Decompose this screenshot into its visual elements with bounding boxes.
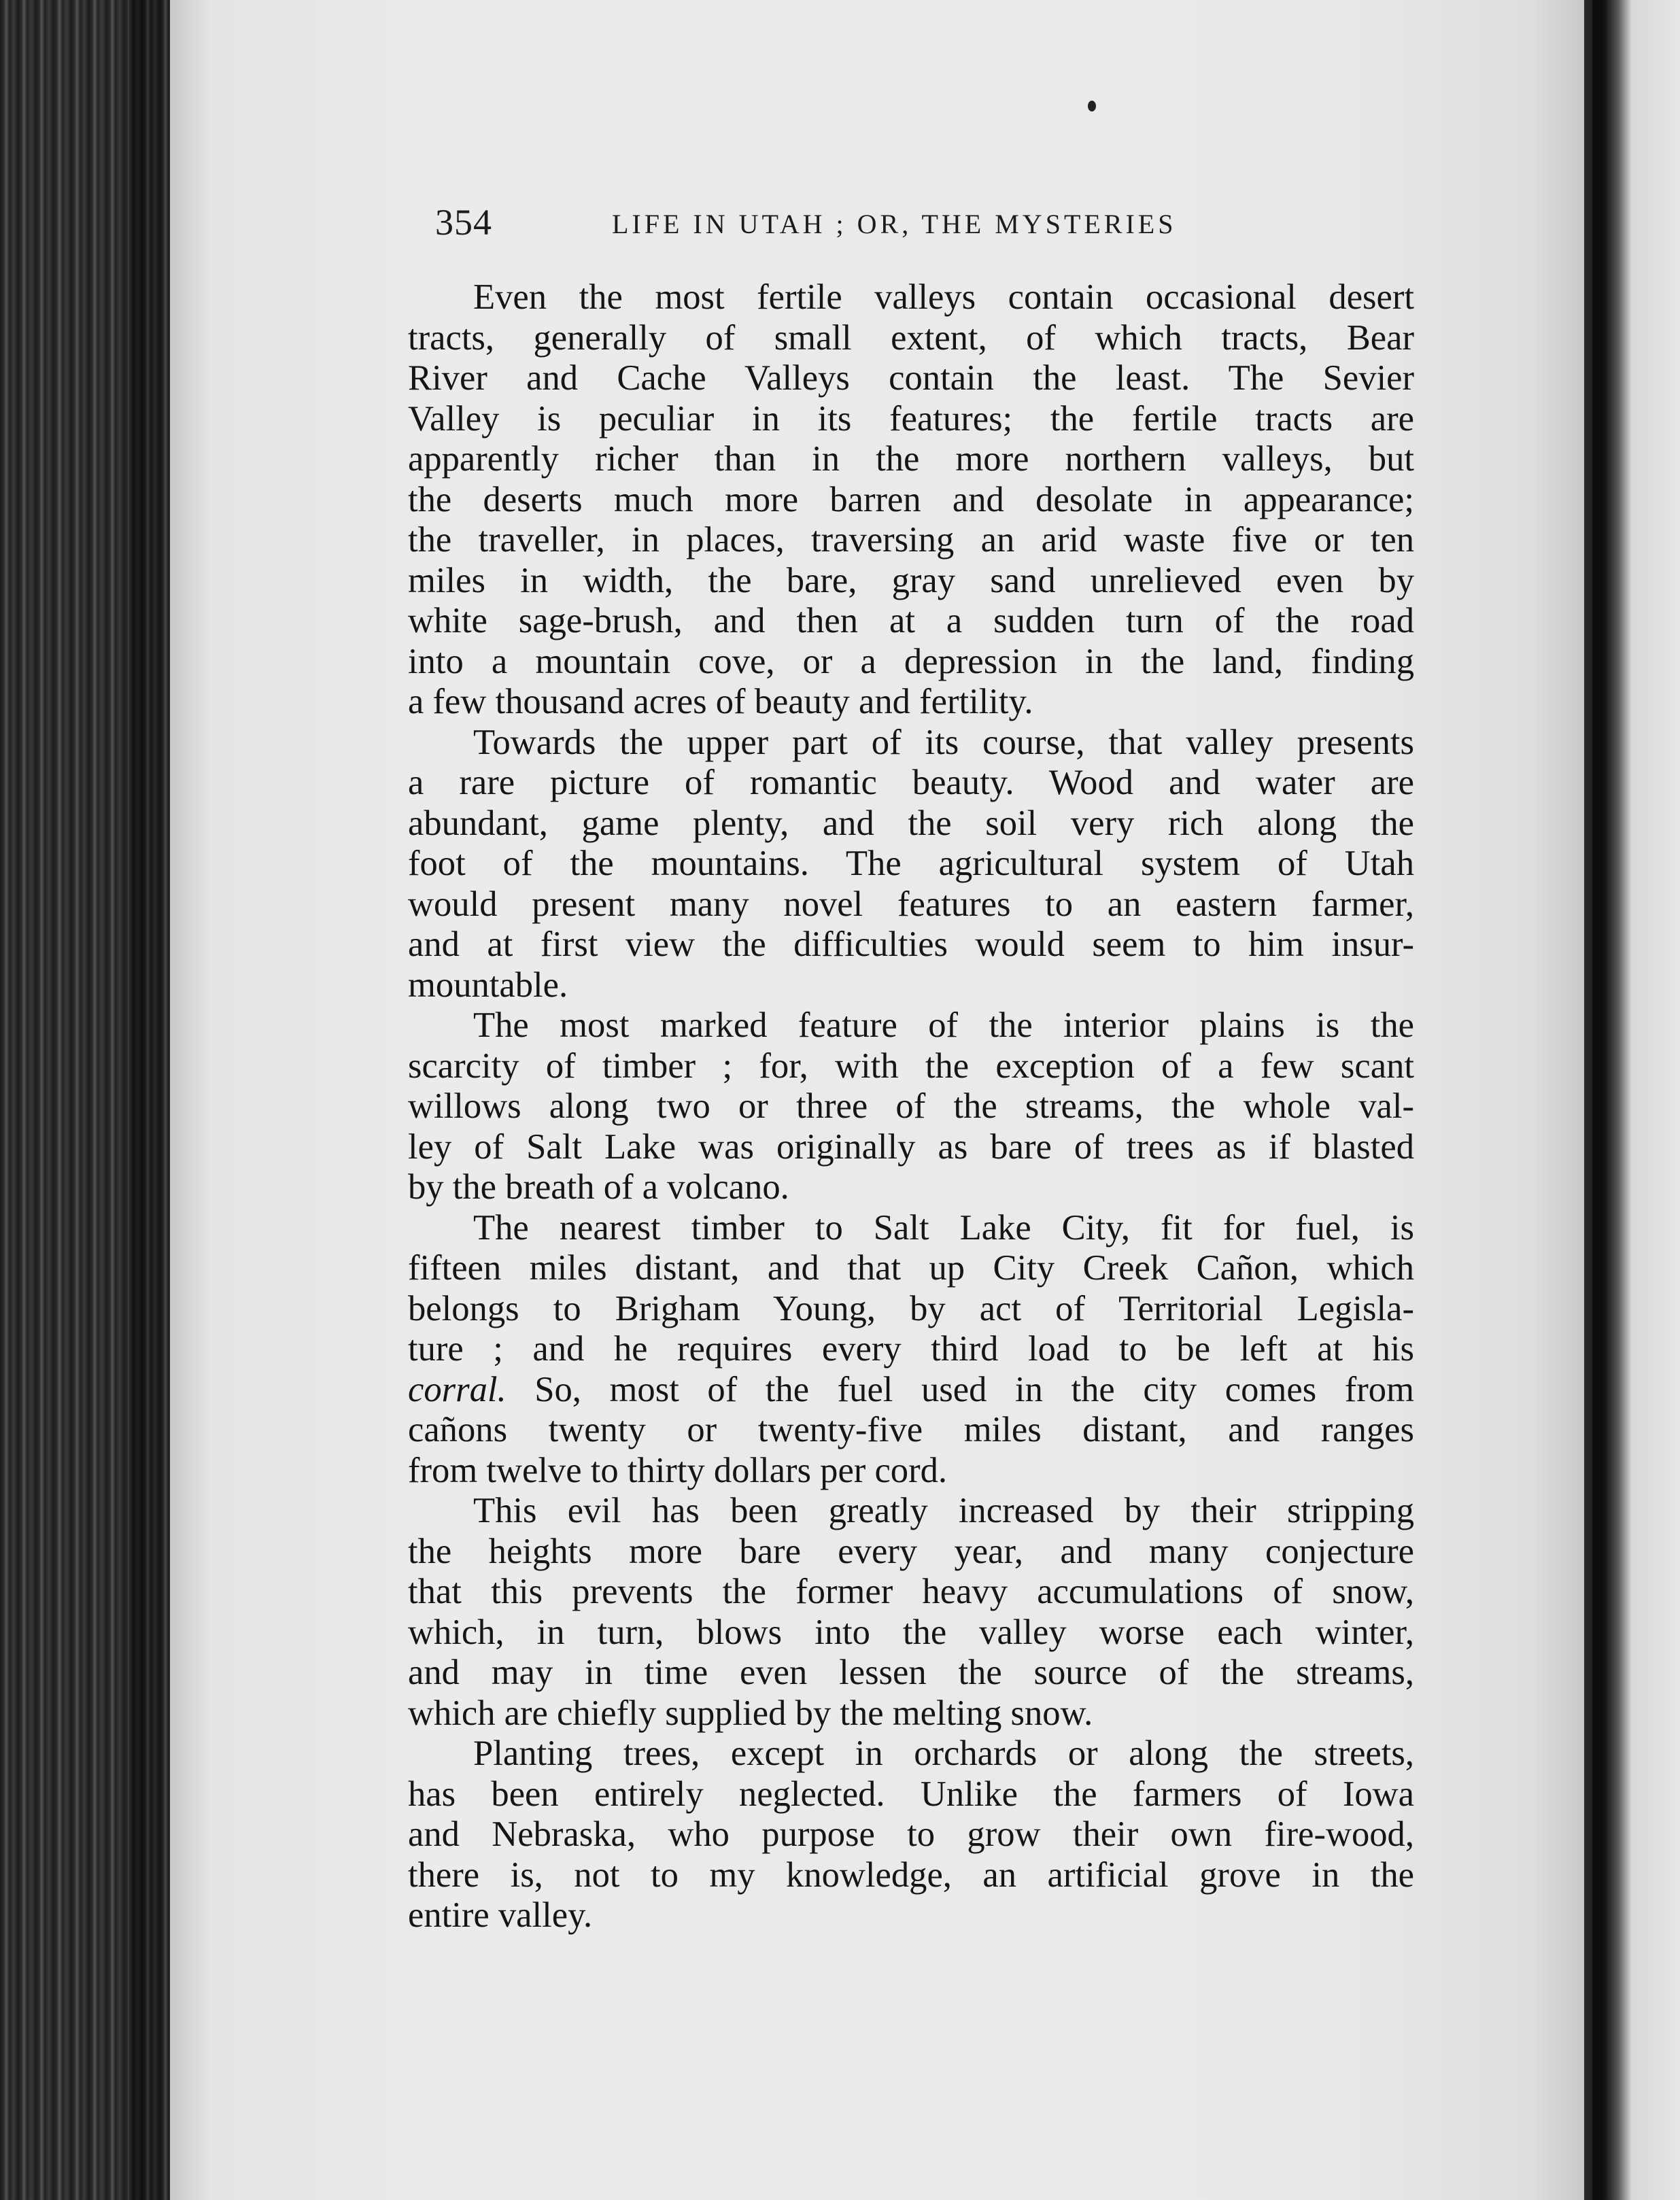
text-line: and Nebraska, who purpose to grow their own fire-wood, [408,1815,1414,1854]
text-line: a rare picture of romantic beauty. Wood and water are [408,763,1414,802]
text-line: corral. So, most of the fuel used in the city comes from [408,1369,1414,1409]
text-line: ture ; and he requires every third load to be left at his [408,1329,1414,1369]
text-line: tracts, generally of small extent, of which tracts, Bear [408,317,1414,358]
text-line: The most marked feature of the interior plains is the [473,1006,1414,1045]
text-line: cañons twenty or twenty-five miles distant, and ranges [408,1410,1414,1449]
text-line: foot of the mountains. The agricultural system of Utah [408,844,1414,883]
text-line: would present many novel features to an eastern farmer, [408,884,1414,924]
text-line: Even the most fertile valleys contain occasional desert [473,277,1414,317]
text-line: and at first view the difficulties would seem to him insur- [408,925,1414,964]
text-line: and may in time even lessen the source of the streams, [408,1653,1414,1692]
text-line: the traveller, in places, traversing an arid waste five or ten [408,520,1414,560]
text-line: miles in width, the bare, gray sand unrelieved even by [408,560,1414,600]
page-number: 354 [435,202,492,243]
right-border-rule [1592,0,1603,2200]
text-line: The nearest timber to Salt Lake City, fit for fuel, is [473,1207,1414,1248]
text-line: which are chiefly supplied by the melting snow. [408,1693,1093,1733]
text-line: fifteen miles distant, and that up City Creek Cañon, which [408,1248,1414,1288]
text-line: scarcity of timber ; for, with the exception of a few scant [408,1046,1414,1086]
text-line: Towards the upper part of its course, that valley presents [473,722,1414,762]
text-line: This evil has been greatly increased by their stripping [473,1491,1414,1530]
text-line: the heights more bare every year, and many conjecture [408,1531,1414,1571]
text-line: which, in turn, blows into the valley worse each winter, [408,1612,1414,1652]
text-line: that this prevents the former heavy accumulations of snow, [408,1572,1414,1611]
text-line: entire valley. [408,1895,593,1935]
text-line: there is, not to my knowledge, an artificial grove in the [408,1855,1414,1895]
text-line: the deserts much more barren and desolate in appearance; [408,479,1414,519]
text-line: a few thousand acres of beauty and fertility. [408,682,1033,721]
text-line: abundant, game plenty, and the soil very rich along the [408,803,1414,843]
running-header [435,201,1401,245]
body-text [408,277,1414,1936]
text-line: into a mountain cove, or a depression in the land, finding [408,641,1414,681]
text-line: white sage-brush, and then at a sudden turn of the road [408,601,1414,640]
text-line: from twelve to thirty dollars per cord. [408,1450,948,1490]
text-line: River and Cache Valleys contain the least. The Sevier [408,358,1414,398]
text-line: by the breath of a volcano. [408,1167,789,1207]
text-line: Valley is peculiar in its features; the fertile tracts are [408,398,1414,439]
running-title: LIFE IN UTAH ; OR, THE MYSTERIES [612,209,1177,239]
text-line: belongs to Brigham Young, by act of Territorial Legisla- [408,1288,1414,1328]
text-line: has been entirely neglected. Unlike the farmers of Iowa [408,1774,1414,1814]
text-line: willows along two or three of the streams, the whole val- [408,1086,1414,1126]
text-line: apparently richer than in the more northern valleys, but [408,439,1414,479]
text-line: mountable. [408,965,568,1005]
text-line: ley of Salt Lake was originally as bare of trees as if blasted [408,1127,1414,1167]
text-line: Planting trees, except in orchards or along the streets, [473,1734,1414,1773]
ink-speck [1088,101,1096,111]
